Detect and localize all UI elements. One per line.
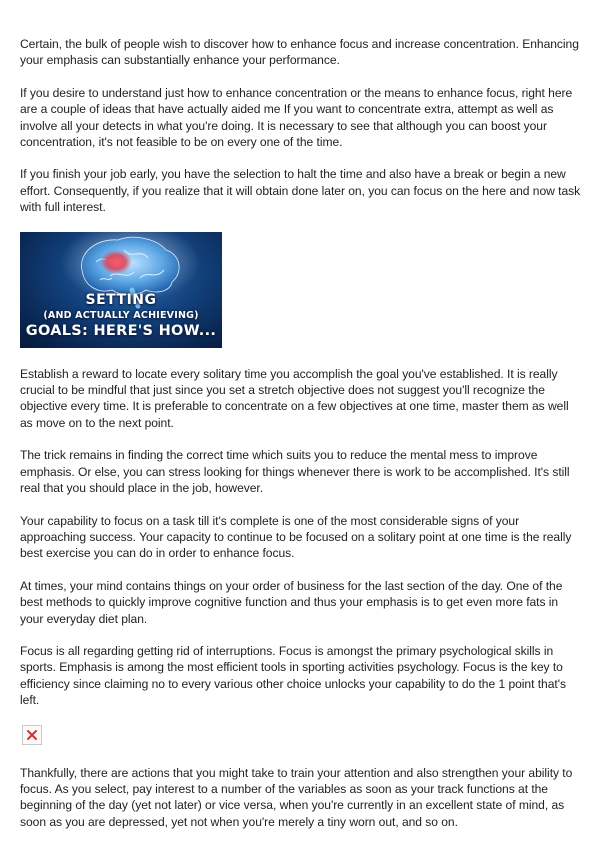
banner-title-line3: GOALS: HERE'S HOW...: [25, 322, 217, 339]
paragraph: The trick remains in finding the correct time which suits you to reduce the mental mess to improve emphasis. Or else, you can stress looking for things whenever there is work to be accomplished. It's still real that you should place in the job, however.: [20, 448, 570, 496]
paragraph: At times, your mind contains things on your order of business for the last section of the day. One of the best methods to quickly improve cognitive function and thus your emphasis is to get even more fats in your everyday diet plan.: [20, 578, 563, 626]
broken-image-icon: [26, 729, 38, 741]
banner-title-line2: (AND ACTUALLY ACHIEVING): [43, 309, 199, 321]
banner-title-line1: SETTING: [85, 291, 157, 308]
article-body: [20, 36, 584, 846]
paragraph: Focus is all regarding getting rid of interruptions. Focus is amongst the primary psychological skills in sports. Emphasis is among the most efficient tools in sporting activities psychology. Focus is the key to efficiency since claiming no to every various other choice unlocks your capability to do the 1 point that's left.: [20, 643, 566, 708]
paragraph: Certain, the bulk of people wish to discover how to enhance focus and increase concentration. Enhancing your emphasis can substantially enhance your performance.: [20, 37, 579, 68]
broken-image-placeholder: [22, 725, 42, 745]
paragraph: Thankfully, there are actions that you might take to train your attention and also strengthen your ability to focus. As you select, pay interest to a number of the variables as soon as your track functions at the beginning of the day (yet not later) or vice versa, when you're currently in an excellent state of mind, as soon as you are depressed, yet not when you're merely a tiny worn out, and so on.: [20, 765, 573, 829]
paragraph: If you desire to understand just how to enhance concentration or the means to enhance focus, right here are a couple of ideas that have actually aided me If you want to concentrate extra, attempt as well as involve all your detects in what you're doing. It is necessary to see that although you can boost your concentration, it's not feasible to be on every one of the time.: [20, 85, 573, 150]
paragraph: Establish a reward to locate every solitary time you accomplish the goal you've established. It is really crucial to be mindful that just since you set a stretch objective does not suggest you'll recognize the objective every time. It is preferable to concentrate on a few objectives at one time, master them as well as move on to the next point.: [20, 366, 569, 430]
paragraph: If you finish your job early, you have the selection to halt the time and also have a break or begin a new effort. Consequently, if you realize that it will obtain done later on, you can focus on the here and now task with full interest.: [20, 167, 581, 215]
paragraph: Your capability to focus on a task till it's complete is one of the most considerable signs of your approaching success. Your capacity to continue to be focused on a solitary point at one time is the really best exercise you can do in order to enhance focus.: [20, 513, 572, 561]
goals-banner-image: [20, 232, 222, 348]
